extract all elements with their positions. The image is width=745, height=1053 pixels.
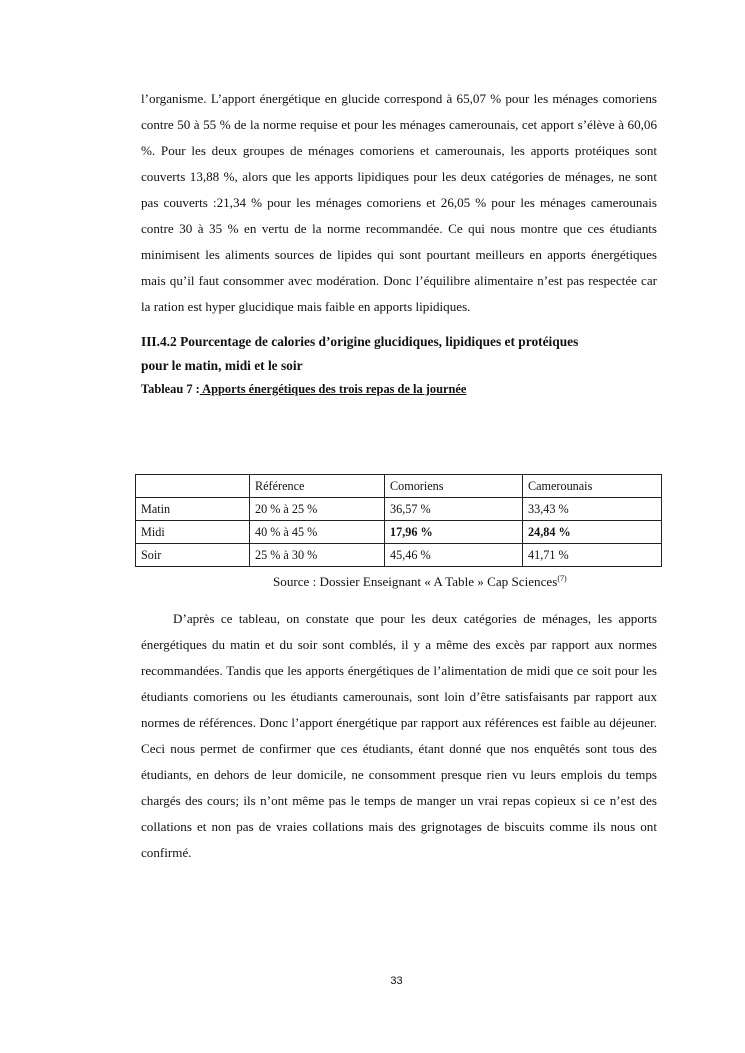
page-content (141, 86, 657, 399)
source-reference: (7) (557, 574, 567, 583)
table-cell: 36,57 % (385, 498, 523, 521)
table-row (136, 521, 662, 544)
table-row (136, 498, 662, 521)
source-text: Source : Dossier Enseignant « A Table » Cap Sciences (273, 574, 558, 589)
table-header-cell (136, 475, 250, 498)
table-caption-label: Tableau 7 : (141, 382, 200, 397)
section-heading (141, 330, 657, 378)
body-paragraph-2: D’après ce tableau, on constate que pour les deux catégories de ménages, les apports énergétiques du matin et du soir sont comblés, il y a même des excès par rapport aux normes recommandées. Tandis que les apports énergétiques de l’alimentation de midi que ce soit pour les étudiants comoriens ou les étudiants camerounais, sont loin d’être satisfaisants par rapport aux normes de références. Donc l’apport énergétique par rapport aux références est faible au déjeuner. Ceci nous permet de confirmer que ces étudiants, étant donné que nos enquêtés sont tous des étudiants, en dehors de leur domicile, ne consomment presque rien vu leurs emplois du temps chargés des cours; ils n’ont même pas le temps de manger un vrai repas copieux si ce n’est des collations et non pas de vraies collations mais des grignotages de biscuits comme ils nous ont confirmé. (141, 611, 657, 861)
table-cell: 25 % à 30 % (250, 544, 385, 567)
table-row (136, 544, 662, 567)
table-caption-title: Apports énergétiques des trois repas de la journée (199, 382, 467, 397)
body-paragraph-1: l’organisme. L’apport énergétique en glucide correspond à 65,07 % pour les ménages comoriens contre 50 à 55 % de la norme requise et pour les ménages camerounais, cet apport s’élève à 60,06 %. Pour les deux groupes de ménages comoriens et camerounais, les apports protéiques sont couverts 13,88 %, alors que les apports lipidiques pour les deux catégories de ménages, ne sont pas couverts :21,34 % pour les ménages comoriens et 26,05 % pour les ménages camerounais contre 30 à 35 % en vertu de la norme recommandée. Ce qui nous montre que ces étudiants minimisent les aliments sources de lipides qui sont pourtant meilleurs en apports énergétiques mais qu’il faut consommer avec modération. Donc l’équilibre alimentaire n’est pas respectée car la ration est hyper glucidique mais faible en apports lipidiques. (141, 91, 657, 315)
table-cell: 20 % à 25 % (250, 498, 385, 521)
table-header-row (136, 475, 662, 498)
table-caption (141, 378, 657, 399)
table-header-cell: Référence (250, 475, 385, 498)
section-heading-line-2: pour le matin, midi et le soir (141, 358, 303, 374)
section-heading-line-1: III.4.2 Pourcentage de calories d’origine glucidiques, lipidiques et protéiques (141, 334, 579, 350)
table-cell: 33,43 % (523, 498, 662, 521)
table-cell: Midi (136, 521, 250, 544)
table-source (273, 570, 567, 591)
energy-intake-table (135, 474, 662, 567)
table-cell: 24,84 % (523, 521, 662, 544)
table-cell: 45,46 % (385, 544, 523, 567)
table-cell: 41,71 % (523, 544, 662, 567)
table-header-cell: Comoriens (385, 475, 523, 498)
table-cell: Matin (136, 498, 250, 521)
page-number: 33 (390, 975, 403, 987)
table-cell: 17,96 % (385, 521, 523, 544)
table-cell: 40 % à 45 % (250, 521, 385, 544)
table-header-cell: Camerounais (523, 475, 662, 498)
table-cell: Soir (136, 544, 250, 567)
